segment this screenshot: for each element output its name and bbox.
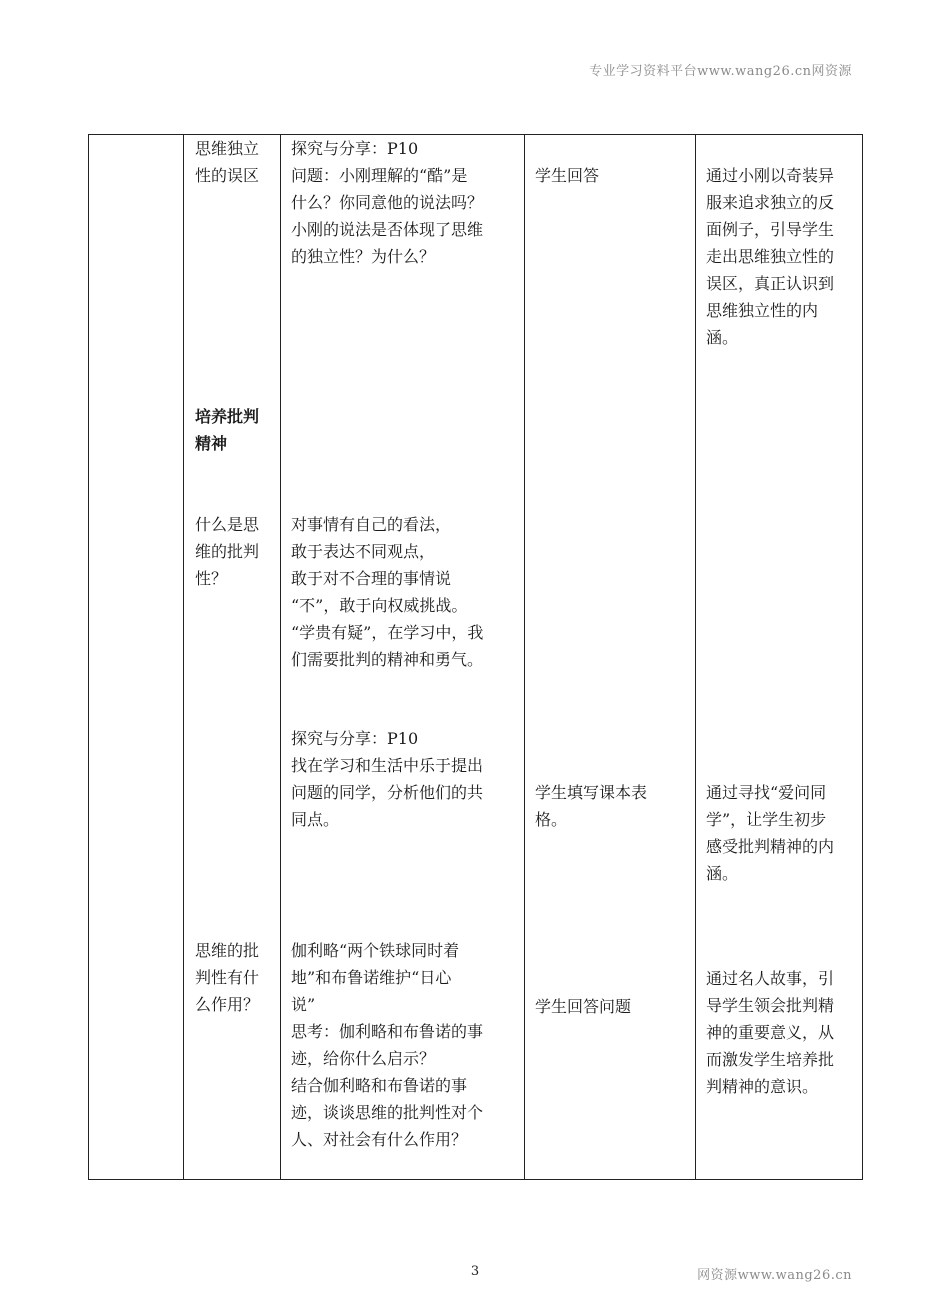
content-line: 探究与分享：P10: [291, 729, 419, 748]
content-line: 人、对社会有什么作用？: [291, 1130, 468, 1149]
content-cell: [291, 937, 519, 1153]
activity-line: 格。: [535, 810, 568, 829]
intent-line: 通过寻找“爱问同: [706, 783, 827, 802]
content-line: 敢于表达不同观点，: [291, 542, 436, 561]
activity-line: 学生回答问题: [535, 997, 632, 1016]
content-cell: [291, 135, 519, 270]
content-line: 结合伽利略和布鲁诺的事: [291, 1076, 468, 1095]
intent-cell: [706, 965, 858, 1100]
activity-cell: [535, 779, 695, 833]
activity-cell: [535, 162, 695, 189]
content-cell: [291, 511, 519, 673]
page-number: 3: [470, 1264, 480, 1279]
intent-line: 感受批判精神的内: [706, 837, 835, 856]
activity-line: 学生回答: [535, 166, 600, 185]
content-line: 地”和布鲁诺维护“日心: [291, 968, 452, 987]
section-heading-line: 培养批判: [195, 407, 260, 426]
intent-line: 服来追求独立的反: [706, 193, 835, 212]
content-cell: [291, 725, 519, 833]
intent-line: 涵。: [706, 864, 739, 883]
content-line: 迹，给你什么启示？: [291, 1049, 436, 1068]
content-line: 的独立性？为什么？: [291, 247, 436, 266]
content-line: “学贵有疑”，在学习中，我: [291, 623, 484, 642]
topic-cell: [195, 937, 279, 1018]
topic-line: 思维的批: [195, 941, 260, 960]
intent-line: 而激发学生培养批: [706, 1050, 835, 1069]
intent-line: 走出思维独立性的: [706, 247, 835, 266]
column-divider: [280, 135, 281, 1179]
topic-line: 么作用？: [195, 995, 260, 1014]
topic-cell: [195, 511, 279, 592]
content-line: 思考：伽利略和布鲁诺的事: [291, 1022, 484, 1041]
activity-cell: [535, 993, 695, 1020]
header-source-note: 专业学习资料平台www.wang26.cn网资源: [589, 64, 852, 79]
intent-cell: [706, 779, 858, 887]
content-line: 敢于对不合理的事情说: [291, 569, 452, 588]
content-line: 说”: [291, 995, 316, 1014]
topic-line: 什么是思: [195, 515, 260, 534]
intent-line: 思维独立性的内: [706, 301, 819, 320]
content-line: 找在学习和生活中乐于提出: [291, 756, 484, 775]
intent-line: 神的重要意义，从: [706, 1023, 835, 1042]
content-line: 们需要批判的精神和勇气。: [291, 650, 484, 669]
content-line: 小刚的说法是否体现了思维: [291, 220, 484, 239]
topic-cell: [195, 135, 279, 189]
lesson-plan-table: [88, 134, 863, 1180]
footer-source-note: 网资源www.wang26.cn: [697, 1268, 852, 1283]
intent-line: 涵。: [706, 328, 739, 347]
activity-line: 学生填写课本表: [535, 783, 648, 802]
column-divider: [524, 135, 525, 1179]
section-heading: [195, 403, 279, 457]
intent-line: 面例子，引导学生: [706, 220, 835, 239]
content-line: 迹，谈谈思维的批判性对个: [291, 1103, 484, 1122]
intent-line: 通过名人故事，引: [706, 969, 835, 988]
content-line: 同点。: [291, 810, 340, 829]
topic-line: 判性有什: [195, 968, 260, 987]
content-line: 什么？你同意他的说法吗？: [291, 193, 484, 212]
section-heading-line: 精神: [195, 434, 228, 453]
topic-line: 思维独立: [195, 139, 260, 158]
intent-line: 导学生领会批判精: [706, 996, 835, 1015]
column-divider: [183, 135, 184, 1179]
intent-line: 学”，让学生初步: [706, 810, 827, 829]
intent-line: 判精神的意识。: [706, 1077, 819, 1096]
content-line: 问题：小刚理解的“酷”是: [291, 166, 468, 185]
content-line: 伽利略“两个铁球同时着: [291, 941, 460, 960]
topic-line: 性的误区: [195, 166, 260, 185]
intent-line: 误区，真正认识到: [706, 274, 835, 293]
content-line: 探究与分享：P10: [291, 139, 419, 158]
content-line: “不”，敢于向权威挑战。: [291, 596, 468, 615]
content-line: 问题的同学，分析他们的共: [291, 783, 484, 802]
topic-line: 维的批判: [195, 542, 260, 561]
topic-line: 性？: [195, 569, 228, 588]
intent-cell: [706, 162, 858, 351]
content-line: 对事情有自己的看法，: [291, 515, 452, 534]
column-divider: [695, 135, 696, 1179]
intent-line: 通过小刚以奇装异: [706, 166, 835, 185]
